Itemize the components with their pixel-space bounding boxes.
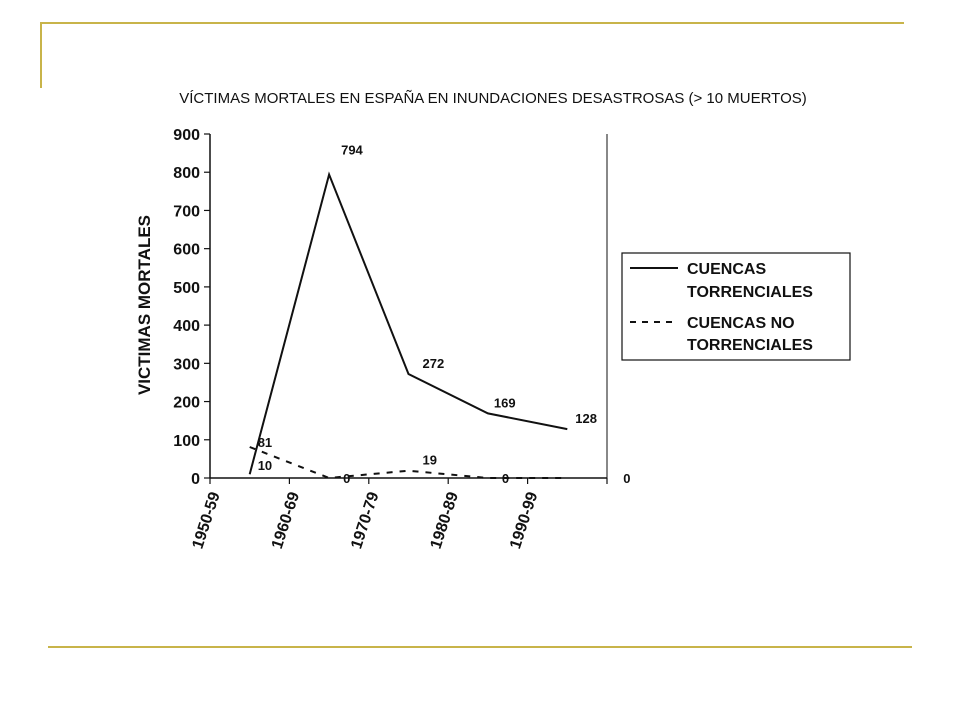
data-label-cuencas-torrenciales-1970-79: 272 xyxy=(422,356,445,372)
x-tick-label-1980-89: 1980-89 xyxy=(427,489,463,552)
y-tick-label-600: 600 xyxy=(173,241,200,259)
data-label-cuencas-no-torrenciales-1950-59: 81 xyxy=(257,435,273,451)
legend-label-cuencas-torrenciales-line2: TORRENCIALES xyxy=(687,284,813,301)
y-tick-label-200: 200 xyxy=(173,394,200,412)
series-line-cuencas-torrenciales xyxy=(250,175,568,475)
data-labels xyxy=(258,143,631,486)
axes xyxy=(210,134,607,478)
y-tick-label-500: 500 xyxy=(173,279,200,297)
series-layer xyxy=(250,175,568,479)
chart-title: VÍCTIMAS MORTALES EN ESPAÑA EN INUNDACIONES DESASTROSAS (> 10 MUERTOS) xyxy=(179,90,807,107)
y-tick-label-400: 400 xyxy=(173,318,200,336)
data-label-cuencas-no-torrenciales-1990-99: 0 xyxy=(623,471,631,486)
x-tick-label-1960-69: 1960-69 xyxy=(268,489,304,552)
data-label-cuencas-torrenciales-1960-69: 794 xyxy=(341,142,363,158)
data-label-cuencas-no-torrenciales-1970-79: 19 xyxy=(422,452,437,468)
data-label-cuencas-torrenciales-1950-59: 10 xyxy=(257,458,273,474)
y-tick-label-100: 100 xyxy=(173,432,200,450)
data-label-cuencas-torrenciales-1990-99: 128 xyxy=(575,411,598,427)
x-tick-label-1990-99: 1990-99 xyxy=(507,489,542,552)
legend xyxy=(622,253,850,360)
x-ticks xyxy=(189,478,607,551)
x-tick-label-1950-59: 1950-59 xyxy=(189,489,224,552)
x-tick-label-1970-79: 1970-79 xyxy=(348,489,383,552)
y-tick-label-900: 900 xyxy=(173,127,200,144)
data-label-cuencas-no-torrenciales-1980-89: 0 xyxy=(501,471,510,486)
data-label-cuencas-torrenciales-1980-89: 169 xyxy=(493,395,516,411)
y-tick-label-300: 300 xyxy=(173,356,200,374)
legend-label-cuencas-no-torrenciales-line2: TORRENCIALES xyxy=(687,337,813,354)
data-label-cuencas-no-torrenciales-1960-69: 0 xyxy=(343,471,351,486)
legend-label-cuencas-no-torrenciales-line1: CUENCAS NO xyxy=(687,315,795,332)
y-tick-label-700: 700 xyxy=(173,203,200,221)
legend-label-cuencas-torrenciales-line1: CUENCAS xyxy=(687,261,767,278)
y-axis-label: VICTIMAS MORTALES xyxy=(135,214,154,396)
y-tick-label-0: 0 xyxy=(191,471,200,488)
series-line-cuencas-no-torrenciales xyxy=(250,447,568,478)
y-ticks xyxy=(173,127,210,488)
y-tick-label-800: 800 xyxy=(173,165,200,183)
